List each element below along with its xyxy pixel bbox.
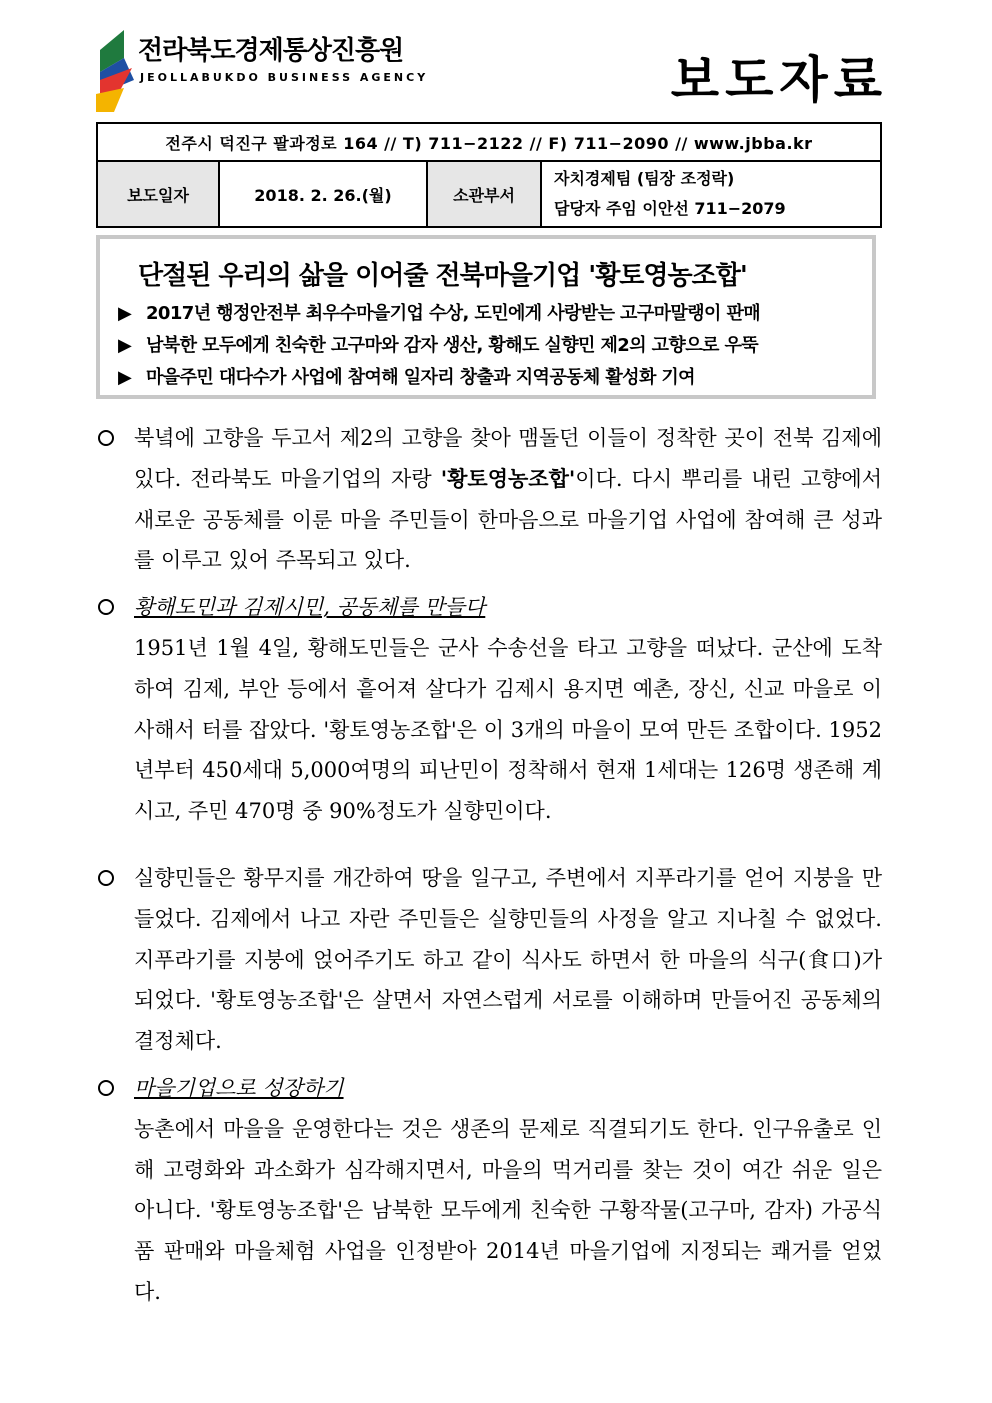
release-date-label: 보도일자	[97, 161, 219, 227]
section-heading: 황해도민과 김제시민, 공동체를 만들다	[134, 595, 486, 620]
logo-mark	[94, 28, 134, 112]
org-name: 전라북도경제통상진흥원	[138, 36, 404, 66]
arrow-right-icon: ▶	[118, 303, 132, 324]
arrow-right-icon: ▶	[118, 367, 132, 388]
section-heading: 마을기업으로 성장하기	[134, 1075, 344, 1100]
department-contact: 담당자 주임 이안선 711−2079	[554, 199, 786, 218]
department-label: 소관부서	[427, 161, 541, 227]
document-type-title: 보도자료	[670, 51, 888, 109]
circle-bullet-icon	[98, 430, 114, 446]
circle-bullet-icon	[98, 1080, 114, 1096]
article-body	[96, 418, 882, 1313]
subheadline-2: ▶ 남북한 모두에게 친숙한 고구마와 감자 생산, 황해도 실향민 제2의 고향으로 우뚝	[118, 335, 759, 356]
org-english-name: JEOLLABUKDO BUSINESS AGENCY	[140, 71, 429, 84]
headline-title: 단절된 우리의 삶을 이어줄 전북마을기업 '황토영농조합'	[138, 261, 747, 291]
section-text: 1951년 1월 4일, 황해도민들은 군사 수송선을 타고 고향을 떠났다. 군산에 도착하여 김제, 부안 등에서 흩어져 살다가 김제시 용지면 예촌, 장신, 신교 마을로 이사해서 터를 잡았다. '황토영농조합'은 이 3개의 마을이 모여 만든 조합이다. 1952년부터 450세대 5,000여명의 피난민이 정착해서 현재 1세대는 126명 생존해 계시고, 주민 470명 중 90%정도가 실향민이다.	[134, 635, 882, 824]
subheadline-1: ▶ 2017년 행정안전부 최우수마을기업 수상, 도민에게 사랑받는 고구마말랭이 판매	[118, 303, 761, 324]
section-community	[96, 587, 882, 832]
circle-bullet-icon	[98, 599, 114, 615]
circle-bullet-icon	[98, 870, 114, 886]
arrow-right-icon: ▶	[118, 335, 132, 356]
section-village-enterprise	[96, 1068, 882, 1313]
department-value	[541, 161, 881, 227]
company-name-highlight: '황토영농조합'	[440, 465, 576, 491]
section-text: 농촌에서 마을을 운영한다는 것은 생존의 문제로 직결되기도 한다. 인구유출로 인해 고령화와 과소화가 심각해지면서, 마을의 먹거리를 찾는 것이 여간 쉬운 일은 아니다. '황토영농조합'은 남북한 모두에게 친숙한 구황작물(고구마, 감자) 가공식품 판매와 마을체험 사업을 인정받아 2014년 마을기업에 지정되는 쾌거를 얻었다.	[134, 1116, 882, 1304]
subheadline-3: ▶ 마을주민 대다수가 사업에 참여해 일자리 창출과 지역공동체 활성화 기여	[118, 367, 695, 388]
paragraph-intro: 북녘에 고향을 두고서 제2의 고향을 찾아 맴돌던 이들이 정착한 곳이 전북 김제에 있다. 전라북도 마을기업의 자랑 '황토영농조합'이다. 다시 뿌리를 내린 고향에서 새로운 공동체를 이룬 마을 주민들이 한마음으로 마을기업 사업에 참여해 큰 성과를 이루고 있어 주목되고 있다.	[96, 418, 882, 581]
department-team: 자치경제팀 (팀장 조정락)	[554, 169, 735, 188]
headline-box	[96, 235, 876, 399]
paragraph-refugees: 실향민들은 황무지를 개간하여 땅을 일구고, 주변에서 지푸라기를 얻어 지붕을 만들었다. 김제에서 나고 자란 주민들은 실향민들의 사정을 알고 지나칠 수 없었다. 지푸라기를 지붕에 얹어주기도 하고 같이 식사도 하면서 한 마을의 식구(食口)가 되었다. '황토영농조합'은 살면서 자연스럽게 서로를 이해하며 만들어진 공동체의 결정체다.	[96, 858, 882, 1062]
agency-logo	[94, 28, 429, 112]
contact-line: 전주시 덕진구 팔과정로 164 // T) 711−2122 // F) 711−2090 // www.jbba.kr	[97, 123, 881, 161]
press-info-table	[96, 122, 882, 228]
release-date-value: 2018. 2. 26.(월)	[219, 161, 427, 227]
